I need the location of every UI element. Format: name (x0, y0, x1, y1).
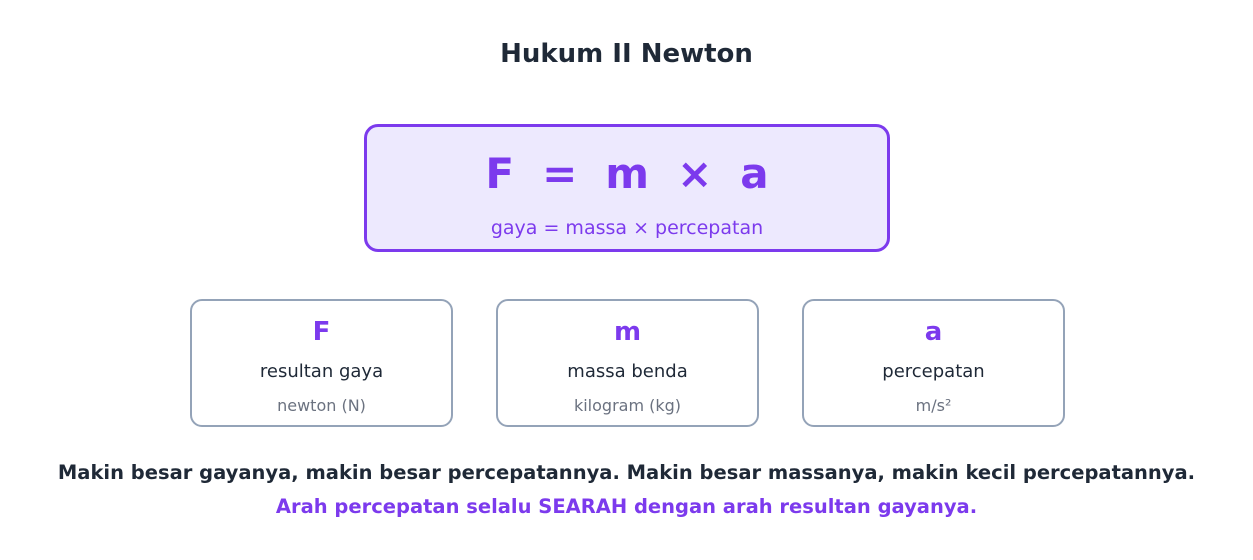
formula-symbol-acceleration: a (740, 149, 769, 198)
formula-description: gaya = massa × percepatan (490, 217, 764, 239)
direction-note: Arah percepatan selalu SEARAH dengan arah resultan gayanya. (275, 495, 978, 518)
explanation-note: Makin besar gayanya, makin besar percepatannya. Makin besar massanya, makin kecil percepatannya. (57, 461, 1196, 484)
formula-symbol-equals: = (542, 149, 578, 198)
variable-name: massa benda (567, 361, 688, 382)
variable-symbol: F (312, 317, 331, 347)
variable-symbol: a (924, 317, 943, 347)
variable-name: resultan gaya (259, 361, 384, 382)
variable-card-mass (496, 299, 759, 427)
formula-symbol-times: × (677, 149, 713, 198)
variable-unit: newton (N) (277, 396, 366, 415)
diagram-title: Hukum II Newton (500, 39, 753, 69)
variable-card-force (190, 299, 453, 427)
variable-unit: m/s² (915, 396, 952, 415)
formula-box (364, 124, 890, 252)
variable-unit: kilogram (kg) (573, 396, 682, 415)
variable-symbol: m (613, 317, 642, 347)
variable-card-acceleration (802, 299, 1065, 427)
formula-symbol-mass: m (605, 149, 650, 198)
formula-symbol-force: F (485, 149, 515, 198)
variable-name: percepatan (882, 361, 985, 382)
formula-equation (367, 147, 887, 201)
